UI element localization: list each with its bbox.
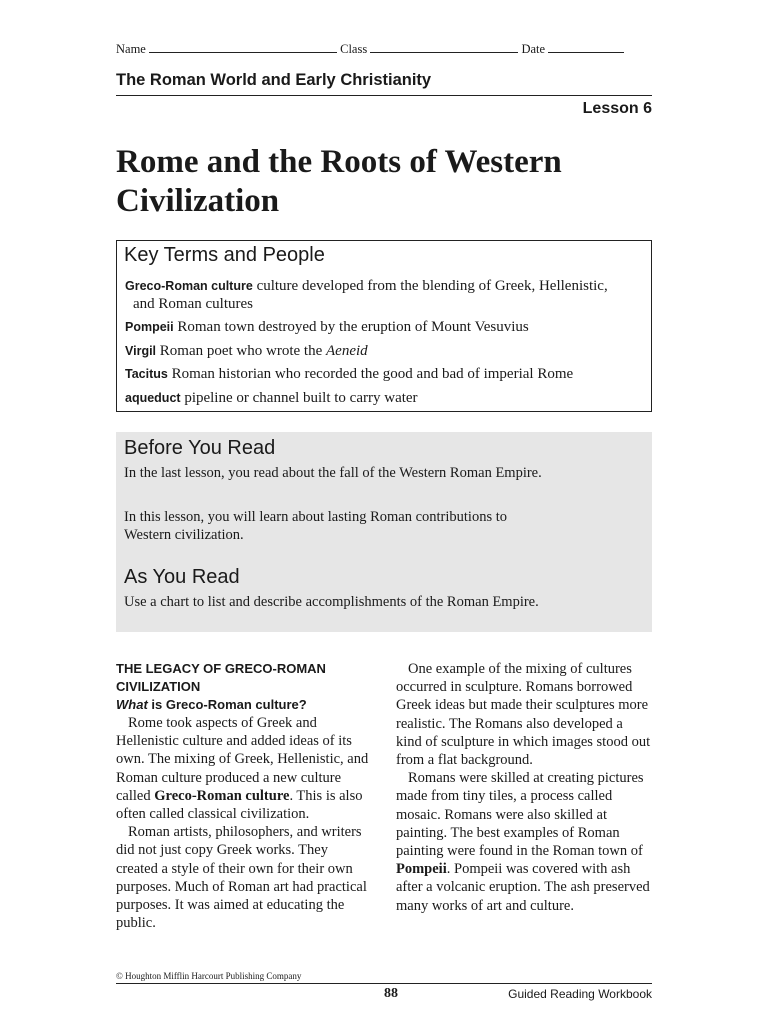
key-term-aqueduct [125, 389, 418, 407]
name-blank [149, 42, 337, 53]
name-label: Name [116, 42, 146, 56]
body-column-left [116, 660, 372, 932]
body-paragraph-1 [116, 714, 372, 823]
lesson-title [116, 143, 652, 221]
term-definition: culture developed from the blending of Greek, Hellenistic, [256, 278, 608, 294]
section-heading-line-2: CIVILIZATION [116, 679, 201, 694]
before-you-read-heading: Before You Read [124, 437, 276, 459]
lesson-title-line-2: Civilization [116, 183, 280, 219]
before-you-read-paragraph-1: In the last lesson, you read about the fall of the Western Roman Empire. [124, 465, 542, 481]
reading-guide-box [116, 432, 652, 632]
key-terms-box [116, 240, 652, 412]
key-terms-heading: Key Terms and People [124, 244, 325, 266]
paragraph-text: Rome took aspects of Greek and Hellenistic culture and added ideas of its own. The mixing of Greek, Hellenistic, and Roman culture produced a new culture called [116, 715, 369, 804]
question-emphasis: What [116, 697, 148, 712]
term-name: Greco-Roman culture [125, 279, 253, 293]
term-definition-italic: Aeneid [326, 343, 368, 359]
key-term-highlight: Pompeii [396, 861, 447, 878]
key-term-highlight: Greco-Roman culture [154, 787, 290, 804]
footer-divider [116, 983, 652, 984]
class-label: Class [340, 42, 368, 56]
key-term-virgil [125, 342, 368, 360]
body-paragraph-2: Roman artists, philosophers, and writers did not just copy Greek works. They created a style of their own for their own purposes. Much of Roman art had practical purposes. It was aimed at educating the public. [116, 824, 367, 932]
body-column-right [396, 660, 652, 915]
paragraph-text: Romans were skilled at creating pictures made from tiny tiles, a process called mosaic. Romans were also skilled at painting. The best examples of Roman painting were found in the Roman town of [396, 770, 644, 860]
term-definition: Roman poet who wrote the [159, 343, 323, 359]
key-term-pompeii [125, 318, 529, 336]
term-definition-continued: and Roman cultures [133, 296, 253, 312]
term-definition: Roman historian who recorded the good and bad of imperial Rome [171, 366, 574, 382]
section-heading [116, 660, 372, 696]
worksheet-page [116, 0, 652, 1024]
section-question [116, 696, 372, 714]
question-text: is Greco-Roman culture? [147, 697, 307, 712]
date-blank [548, 42, 624, 53]
class-blank [370, 42, 518, 53]
unit-title: The Roman World and Early Christianity [116, 71, 432, 89]
copyright-notice: © Houghton Mifflin Harcourt Publishing Company [116, 971, 302, 981]
before-you-read-paragraph-2: In this lesson, you will learn about lasting Roman contributions to Western civilization. [124, 509, 508, 543]
lesson-title-line-1: Rome and the Roots of Western [116, 144, 562, 180]
term-definition: pipeline or channel built to carry water [184, 390, 418, 406]
date-label: Date [521, 42, 546, 56]
key-term-tacitus [125, 365, 573, 383]
paragraph-text: . This is also often called classical civilization. [116, 787, 363, 823]
as-you-read-heading: As You Read [124, 566, 240, 588]
header-divider [116, 95, 652, 96]
term-name: Virgil [125, 344, 157, 358]
key-term-greco-roman [125, 277, 608, 313]
section-heading-line-1: THE LEGACY OF GRECO-ROMAN [116, 661, 326, 676]
term-name: aqueduct [125, 391, 181, 405]
workbook-title: Guided Reading Workbook [508, 987, 652, 1001]
body-paragraph-3: One example of the mixing of cultures occurred in sculpture. Romans borrowed Greek ideas but made their sculptures more realistic. The Romans also developed a kind of sculpture in which images stood out from a flat background. [396, 661, 651, 769]
paragraph-text: . Pompeii was covered with ash after a volcanic eruption. The ash preserved many works of art and culture. [396, 861, 650, 914]
page-number: 88 [384, 986, 398, 1001]
lesson-number: Lesson 6 [582, 100, 652, 117]
term-definition: Roman town destroyed by the eruption of Mount Vesuvius [177, 319, 529, 335]
student-info-row [116, 42, 652, 57]
term-name: Pompeii [125, 320, 174, 334]
body-paragraph-4 [396, 769, 652, 915]
term-name: Tacitus [125, 367, 168, 381]
as-you-read-paragraph: Use a chart to list and describe accomplishments of the Roman Empire. [124, 594, 539, 610]
